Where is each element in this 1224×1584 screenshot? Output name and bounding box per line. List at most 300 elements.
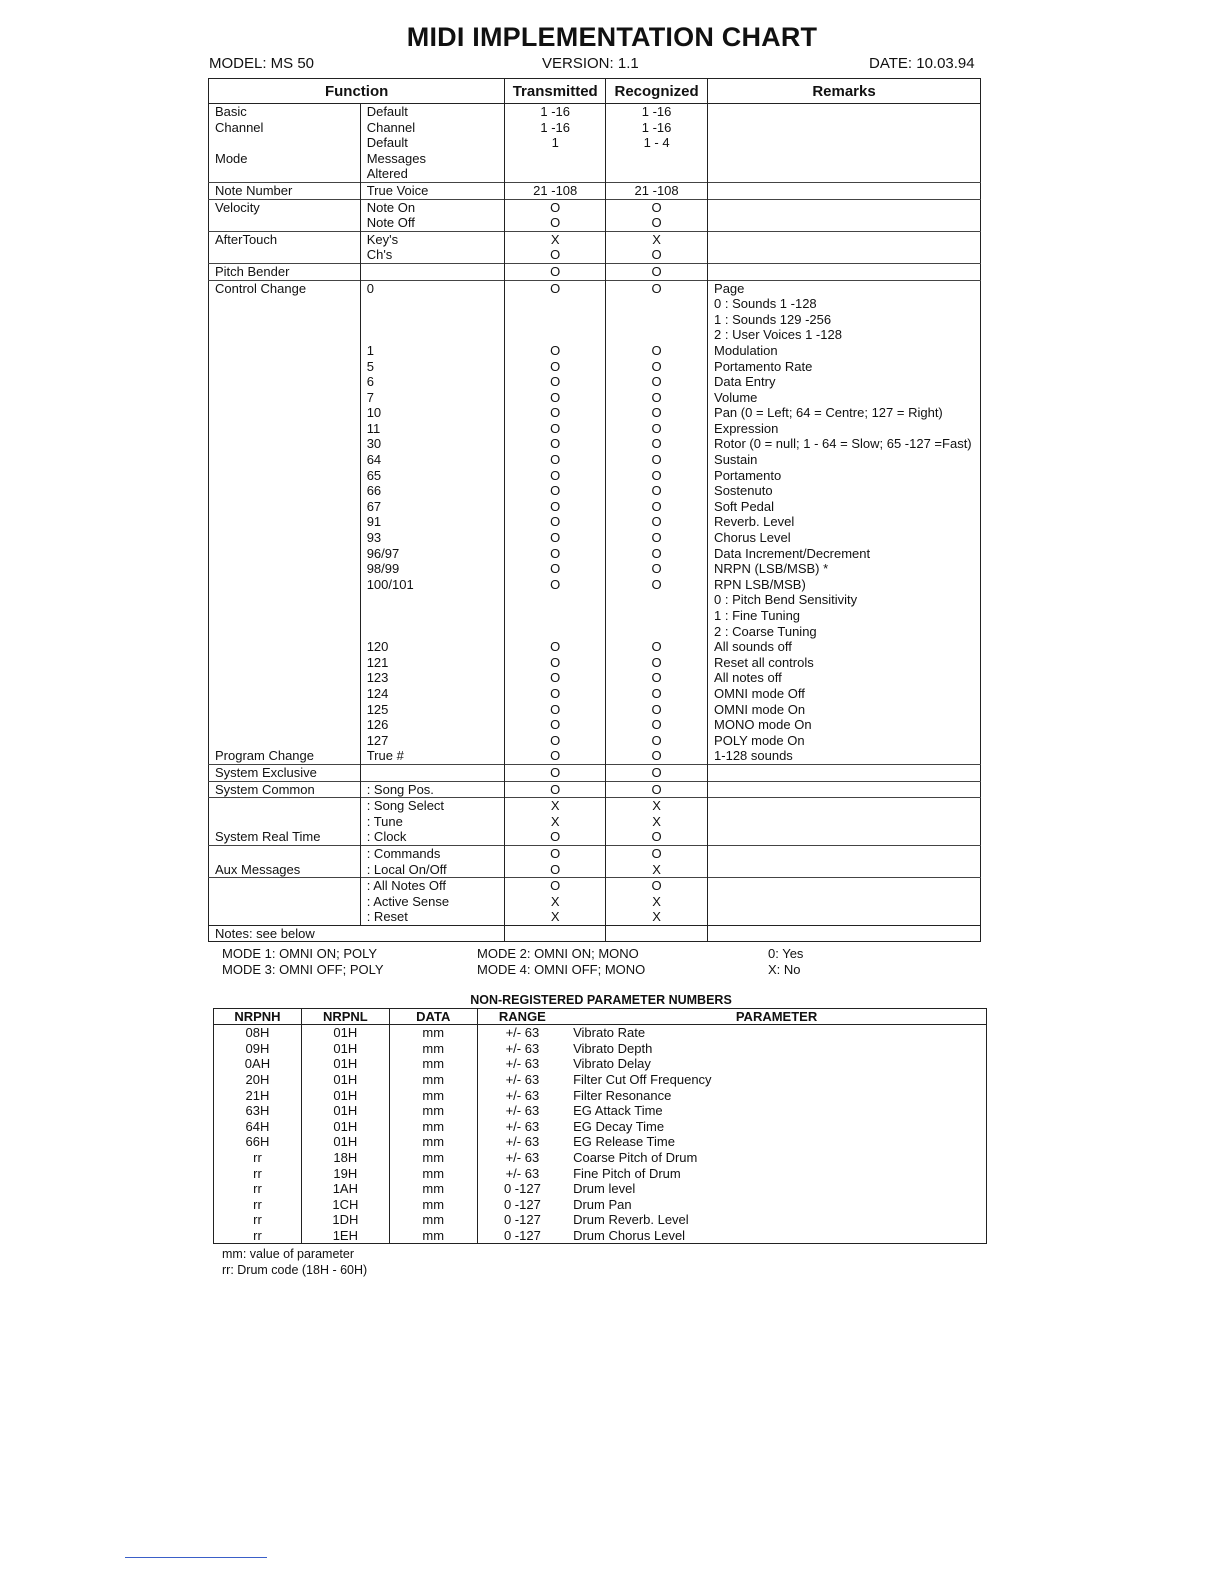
function-item: 64 — [360, 452, 505, 468]
remarks-text: Chorus Level — [708, 530, 981, 546]
function-group — [209, 135, 361, 151]
midi-row — [209, 781, 981, 798]
midi-row — [209, 296, 981, 312]
transmitted-value: O — [505, 514, 606, 530]
remarks-text: All notes off — [708, 670, 981, 686]
function-item — [360, 624, 505, 640]
data-value: mm — [389, 1072, 477, 1088]
mode-3: MODE 3: OMNI OFF; POLY — [222, 962, 384, 977]
function-item: 5 — [360, 359, 505, 375]
recognized-value — [606, 608, 708, 624]
midi-row — [209, 577, 981, 593]
midi-row — [209, 909, 981, 925]
function-item: : All Notes Off — [360, 878, 505, 894]
midi-row — [209, 530, 981, 546]
recognized-value: X — [606, 909, 708, 925]
recognized-value: X — [606, 894, 708, 910]
function-group — [209, 499, 361, 515]
data-header: DATA — [389, 1009, 477, 1025]
nrpnh-value: 21H — [245, 1087, 270, 1103]
remarks-text: Soft Pedal — [708, 499, 981, 515]
transmitted-value — [505, 312, 606, 328]
midi-row — [209, 215, 981, 231]
remarks-text: NRPN (LSB/MSB) * — [708, 561, 981, 577]
remarks-text — [708, 182, 981, 199]
midi-implementation-table — [208, 78, 981, 942]
nrpnh-value: 08H — [245, 1025, 270, 1041]
nrpnh-value: rr — [253, 1228, 262, 1244]
midi-table-body — [209, 104, 981, 942]
function-item: 7 — [360, 390, 505, 406]
nrpn-row — [214, 1103, 987, 1119]
transmitted-value: O — [505, 483, 606, 499]
recognized-value: O — [606, 263, 708, 280]
function-group — [209, 845, 361, 861]
midi-row — [209, 421, 981, 437]
empty-cell — [505, 925, 606, 942]
transmitted-value: O — [505, 733, 606, 749]
recognized-value: O — [606, 702, 708, 718]
range-value: +/- 63 — [477, 1072, 567, 1088]
date-label: DATE: 10.03.94 — [869, 55, 975, 72]
recognized-value: O — [606, 483, 708, 499]
transmitted-value: O — [505, 717, 606, 733]
transmitted-value: O — [505, 374, 606, 390]
function-group — [209, 405, 361, 421]
nrpn-row — [214, 1072, 987, 1088]
remarks-text: 1-128 sounds — [708, 748, 981, 764]
transmitted-value — [505, 166, 606, 182]
function-group — [209, 624, 361, 640]
recognized-value: 1 - 4 — [606, 135, 708, 151]
remarks-text: Portamento — [708, 468, 981, 484]
nrpnh-value: rr — [253, 1212, 262, 1228]
recognized-value: O — [606, 215, 708, 231]
midi-row — [209, 862, 981, 878]
notes-text: Notes: see below — [209, 925, 505, 942]
nrpnh-value: 20H — [245, 1072, 270, 1088]
transmitted-value: O — [505, 343, 606, 359]
chart-title: MIDI IMPLEMENTATION CHART — [406, 22, 818, 52]
transmitted-value: O — [505, 280, 606, 296]
function-group — [209, 327, 361, 343]
recognized-value — [606, 624, 708, 640]
transmitted-value: O — [505, 862, 606, 878]
recognized-value — [606, 166, 708, 182]
remarks-text — [708, 104, 981, 120]
nrpnl-value: 01H — [301, 1025, 389, 1041]
midi-row — [209, 263, 981, 280]
midi-row — [209, 878, 981, 894]
range-value: +/- 63 — [477, 1056, 567, 1072]
transmitted-value: 1 — [505, 135, 606, 151]
recognized-value: X — [606, 798, 708, 814]
function-item — [360, 608, 505, 624]
recognized-value: O — [606, 577, 708, 593]
transmitted-value: O — [505, 702, 606, 718]
midi-row — [209, 717, 981, 733]
remarks-text: Reverb. Level — [708, 514, 981, 530]
nrpn-row — [214, 1181, 987, 1197]
nrpn-row — [214, 1056, 987, 1072]
function-header: Function — [209, 79, 505, 104]
transmitted-value: O — [505, 829, 606, 845]
nrpnl-value: 1EH — [301, 1228, 389, 1244]
midi-row — [209, 199, 981, 215]
recognized-value: O — [606, 421, 708, 437]
midi-row — [209, 829, 981, 845]
function-group — [209, 798, 361, 814]
recognized-value: O — [606, 655, 708, 671]
remarks-text — [708, 798, 981, 814]
function-group — [209, 421, 361, 437]
nrpn-row — [214, 1212, 987, 1228]
remarks-text: Expression — [708, 421, 981, 437]
remarks-text: Volume — [708, 390, 981, 406]
nrpn-row — [214, 1119, 987, 1135]
transmitted-value: O — [505, 639, 606, 655]
page-rule — [125, 1557, 267, 1558]
remarks-text: 1 : Sounds 129 -256 — [708, 312, 981, 328]
function-item: 124 — [360, 686, 505, 702]
transmitted-value: O — [505, 247, 606, 263]
midi-row — [209, 120, 981, 136]
version-label: VERSION: 1.1 — [542, 55, 639, 72]
midi-row — [209, 343, 981, 359]
nrpnh-value: 0AH — [244, 1056, 271, 1072]
range-value: +/- 63 — [477, 1087, 567, 1103]
transmitted-value: O — [505, 405, 606, 421]
function-group — [209, 390, 361, 406]
nrpnl-header: NRPNL — [301, 1009, 389, 1025]
midi-row — [209, 247, 981, 263]
midi-row — [209, 670, 981, 686]
function-item: Note On — [360, 199, 505, 215]
function-group — [209, 359, 361, 375]
midi-row — [209, 624, 981, 640]
parameter-value: EG Attack Time — [573, 1103, 663, 1119]
parameter-value: Drum Chorus Level — [573, 1228, 686, 1244]
recognized-value: O — [606, 343, 708, 359]
function-group: AfterTouch — [209, 231, 361, 247]
function-item: Ch's — [360, 247, 505, 263]
function-group — [209, 546, 361, 562]
data-value: mm — [389, 1165, 477, 1181]
data-value: mm — [389, 1041, 477, 1057]
nrpnh-value: 66H — [245, 1134, 270, 1150]
nrpnl-value: 01H — [301, 1134, 389, 1150]
midi-row — [209, 436, 981, 452]
transmitted-value: O — [505, 686, 606, 702]
footnotes — [222, 1246, 367, 1278]
remarks-text: OMNI mode On — [708, 702, 981, 718]
remarks-text: 2 : Coarse Tuning — [708, 624, 981, 640]
data-value: mm — [389, 1056, 477, 1072]
parameter-value: Coarse Pitch of Drum — [573, 1150, 698, 1166]
transmitted-value: O — [505, 199, 606, 215]
parameter-value: EG Decay Time — [573, 1118, 665, 1134]
range-value: +/- 63 — [477, 1119, 567, 1135]
remarks-text — [708, 120, 981, 136]
midi-row — [209, 374, 981, 390]
function-group — [209, 343, 361, 359]
midi-row — [209, 655, 981, 671]
function-item: True Voice — [360, 182, 505, 199]
remarks-text: Reset all controls — [708, 655, 981, 671]
data-value: mm — [389, 1212, 477, 1228]
function-group: Channel — [215, 119, 264, 135]
range-value: +/- 63 — [477, 1041, 567, 1057]
transmitted-value: O — [505, 215, 606, 231]
nrpn-row — [214, 1165, 987, 1181]
remarks-text: All sounds off — [708, 639, 981, 655]
remarks-text: Data Entry — [708, 374, 981, 390]
recognized-value — [606, 327, 708, 343]
nrpnl-value: 19H — [301, 1165, 389, 1181]
midi-row — [209, 894, 981, 910]
transmitted-value — [505, 327, 606, 343]
function-item: : Song Pos. — [360, 781, 505, 798]
transmitted-value: X — [505, 814, 606, 830]
function-group — [209, 296, 361, 312]
nrpnl-value: 01H — [301, 1087, 389, 1103]
function-item: 100/101 — [360, 577, 505, 593]
function-group — [209, 878, 361, 894]
function-item: 127 — [360, 733, 505, 749]
function-item: Default — [360, 135, 505, 151]
mode-2: MODE 2: OMNI ON; MONO — [477, 946, 639, 961]
nrpnh-value: 63H — [245, 1103, 270, 1119]
function-group — [209, 733, 361, 749]
notes-row — [209, 925, 981, 942]
function-item: Default — [360, 104, 505, 120]
midi-row — [209, 390, 981, 406]
remarks-text — [708, 894, 981, 910]
nrpnh-value: 09H — [245, 1040, 270, 1056]
remarks-text: 0 : Sounds 1 -128 — [708, 296, 981, 312]
parameter-value: Drum Pan — [573, 1196, 632, 1212]
function-item: : Reset — [360, 909, 505, 925]
range-value: +/- 63 — [477, 1165, 567, 1181]
data-value: mm — [389, 1228, 477, 1244]
function-group: Control Change — [209, 280, 361, 296]
nrpnh-value: rr — [253, 1196, 262, 1212]
transmitted-value: O — [505, 655, 606, 671]
recognized-value: O — [606, 436, 708, 452]
transmitted-value: O — [505, 561, 606, 577]
transmitted-value: X — [505, 909, 606, 925]
function-group — [209, 686, 361, 702]
midi-row — [209, 561, 981, 577]
function-group — [209, 514, 361, 530]
remarks-text: Page — [708, 280, 981, 296]
function-group — [209, 215, 361, 231]
midi-row — [209, 639, 981, 655]
remarks-text — [708, 166, 981, 182]
function-group: Note Number — [209, 182, 361, 199]
function-item: 126 — [360, 717, 505, 733]
nrpnh-value: rr — [253, 1150, 262, 1166]
midi-row — [209, 135, 981, 151]
recognized-value: O — [606, 733, 708, 749]
data-value: mm — [389, 1119, 477, 1135]
function-group — [209, 530, 361, 546]
recognized-value: O — [606, 199, 708, 215]
parameter-value: Drum Reverb. Level — [573, 1212, 689, 1228]
function-group — [209, 374, 361, 390]
recognized-value: 1 -16 — [606, 120, 708, 136]
remarks-text — [708, 845, 981, 861]
recognized-value: O — [606, 405, 708, 421]
range-value: +/- 63 — [477, 1134, 567, 1150]
transmitted-value: X — [505, 894, 606, 910]
nrpn-row — [214, 1150, 987, 1166]
recognized-value: O — [606, 561, 708, 577]
function-item: Altered — [360, 166, 505, 182]
nrpnh-value: 64H — [245, 1118, 270, 1134]
range-header: RANGE — [477, 1009, 567, 1025]
recognized-value: O — [606, 280, 708, 296]
function-item: 11 — [360, 421, 505, 437]
function-group: Basic — [215, 104, 247, 119]
transmitted-value — [505, 296, 606, 312]
remarks-text — [708, 909, 981, 925]
function-item: 91 — [360, 514, 505, 530]
remarks-text: Modulation — [708, 343, 981, 359]
range-value: 0 -127 — [477, 1197, 567, 1213]
midi-row — [209, 499, 981, 515]
midi-row — [209, 405, 981, 421]
function-group — [209, 247, 361, 263]
remarks-text: RPN LSB/MSB) — [708, 577, 981, 593]
midi-row — [209, 312, 981, 328]
midi-row — [209, 608, 981, 624]
data-value: mm — [389, 1087, 477, 1103]
function-group: System Real Time — [215, 829, 321, 845]
function-item: 120 — [360, 639, 505, 655]
data-value: mm — [389, 1103, 477, 1119]
nrpnh-header: NRPNH — [214, 1009, 302, 1025]
nrpn-title: NON-REGISTERED PARAMETER NUMBERS — [470, 993, 732, 1007]
remarks-text: 1 : Fine Tuning — [708, 608, 981, 624]
data-value: mm — [389, 1150, 477, 1166]
data-value: mm — [389, 1181, 477, 1197]
function-item: 96/97 — [360, 546, 505, 562]
function-item: Channel — [360, 120, 505, 136]
function-group — [209, 483, 361, 499]
function-group — [209, 894, 361, 910]
function-item — [360, 263, 505, 280]
midi-row — [209, 483, 981, 499]
recognized-value — [606, 151, 708, 167]
parameter-value: Drum level — [573, 1181, 636, 1197]
transmitted-value — [505, 592, 606, 608]
function-item: Note Off — [360, 215, 505, 231]
nrpnl-value: 1CH — [301, 1197, 389, 1213]
parameter-value: Vibrato Delay — [573, 1056, 651, 1072]
remarks-text: OMNI mode Off — [708, 686, 981, 702]
nrpn-row — [214, 1025, 987, 1041]
recognized-value: O — [606, 452, 708, 468]
function-group — [209, 312, 361, 328]
transmitted-value: O — [505, 546, 606, 562]
function-group — [209, 670, 361, 686]
transmitted-value: O — [505, 452, 606, 468]
function-item: : Tune — [360, 814, 505, 830]
remarks-text: 2 : User Voices 1 -128 — [708, 327, 981, 343]
remarks-text — [708, 199, 981, 215]
data-value: mm — [389, 1134, 477, 1150]
transmitted-value: X — [505, 798, 606, 814]
function-item: 30 — [360, 436, 505, 452]
function-item: : Active Sense — [360, 894, 505, 910]
nrpnl-value: 01H — [301, 1103, 389, 1119]
function-group — [209, 655, 361, 671]
function-group — [209, 639, 361, 655]
range-value: +/- 63 — [477, 1150, 567, 1166]
transmitted-value: O — [505, 764, 606, 781]
function-item — [360, 764, 505, 781]
midi-row — [209, 452, 981, 468]
remarks-text — [708, 814, 981, 830]
midi-row — [209, 702, 981, 718]
transmitted-value: O — [505, 436, 606, 452]
remarks-text: 0 : Pitch Bend Sensitivity — [708, 592, 981, 608]
range-value: +/- 63 — [477, 1025, 567, 1041]
function-item: 93 — [360, 530, 505, 546]
remarks-text — [708, 781, 981, 798]
recognized-value: O — [606, 845, 708, 861]
remarks-text — [708, 764, 981, 781]
recognized-value: O — [606, 374, 708, 390]
midi-row — [209, 182, 981, 199]
range-value: +/- 63 — [477, 1103, 567, 1119]
recognized-value: O — [606, 670, 708, 686]
transmitted-value: O — [505, 499, 606, 515]
recognized-value: O — [606, 247, 708, 263]
transmitted-value: O — [505, 421, 606, 437]
remarks-text — [708, 151, 981, 167]
transmitted-value: O — [505, 577, 606, 593]
empty-cell — [606, 925, 708, 942]
function-group: Velocity — [209, 199, 361, 215]
function-item — [360, 592, 505, 608]
nrpnl-value: 01H — [301, 1072, 389, 1088]
recognized-value: O — [606, 829, 708, 845]
nrpn-row — [214, 1228, 987, 1244]
function-group: Mode — [215, 150, 248, 166]
midi-row — [209, 814, 981, 830]
nrpnl-value: 01H — [301, 1119, 389, 1135]
midi-row — [209, 166, 981, 182]
nrpnh-value: rr — [253, 1165, 262, 1181]
remarks-text — [708, 829, 981, 845]
transmitted-value: X — [505, 231, 606, 247]
remarks-text — [708, 878, 981, 894]
transmitted-value: O — [505, 468, 606, 484]
nrpnl-value: 1AH — [301, 1181, 389, 1197]
recognized-value: O — [606, 499, 708, 515]
function-item — [360, 312, 505, 328]
midi-row — [209, 104, 981, 120]
transmitted-value — [505, 151, 606, 167]
nrpn-table-body — [214, 1025, 987, 1244]
function-group — [209, 436, 361, 452]
function-item: 66 — [360, 483, 505, 499]
function-item: 6 — [360, 374, 505, 390]
recognized-value: O — [606, 530, 708, 546]
function-group: System Exclusive — [209, 764, 361, 781]
